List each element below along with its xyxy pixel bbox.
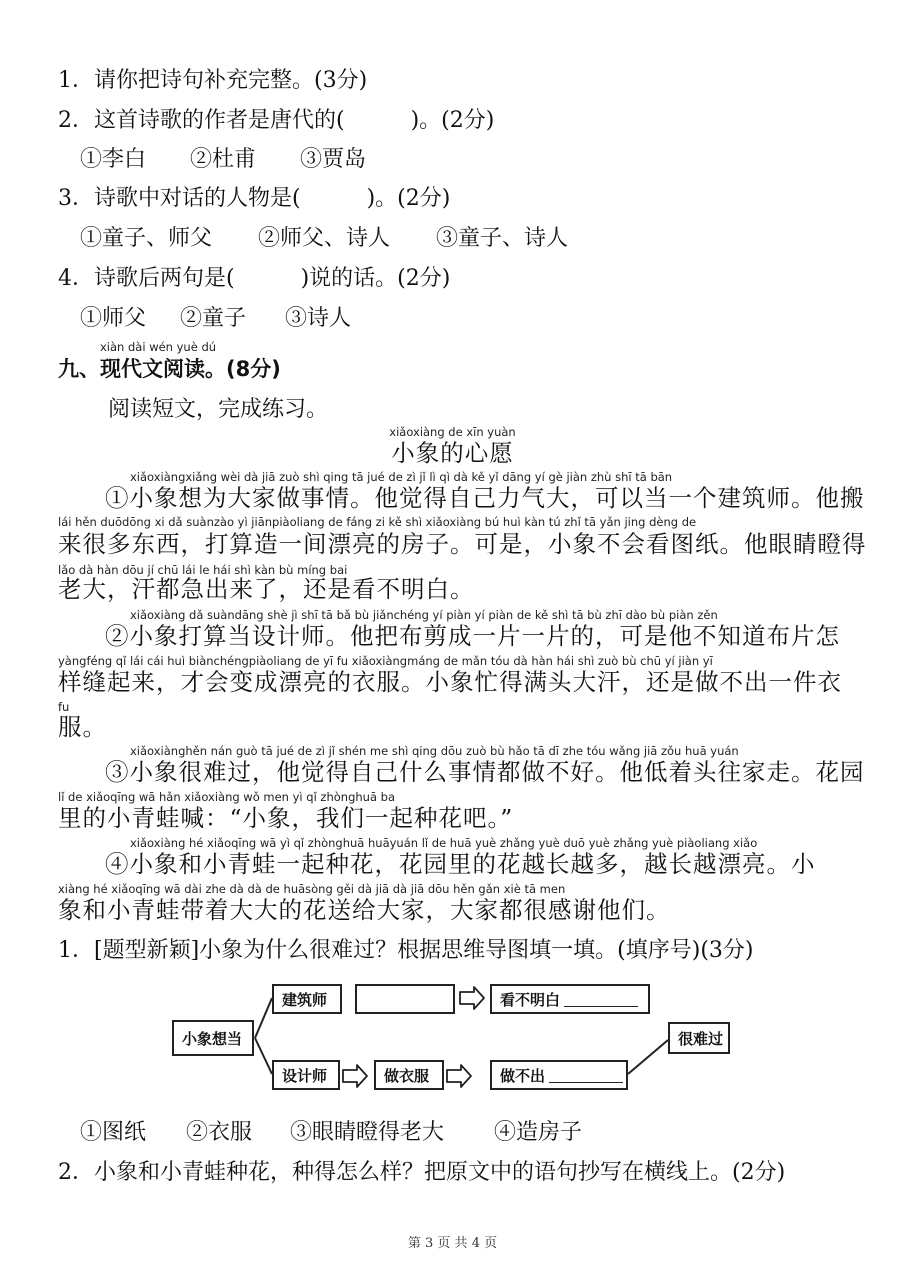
mindmap-make-clothes: 做衣服: [374, 1060, 444, 1090]
p1-pinyin-2: lái hěn duōdōng xi dǎ suànzào yì jiānpiàoliang de fáng zi kě shì xiǎoxiàng bú huì kàn tú zhǐ tā yǎn jing dèng de: [58, 515, 697, 529]
p3-pinyin-1: xiǎoxiànghěn nán guò tā jué de zì jǐ shén me shì qing dōu zuò bù hǎo tā dī zhe tóu wǎng jiā zǒu huā yuán: [130, 744, 739, 758]
cannot-make-label: 做不出: [500, 1066, 546, 1085]
p4-line-1: ④小象和小青蛙一起种花，花园里的花越长越多，越长越漂亮。小: [105, 850, 816, 878]
p3-pinyin-2: lǐ de xiǎoqīng wā hǎn xiǎoxiàng wǒ men yì qǐ zhònghuā ba: [58, 790, 396, 804]
mindmap-cannot-make: [490, 1060, 628, 1090]
q8-4-option-b: ②童子: [180, 306, 247, 331]
q8-3-option-b: ②师父、诗人: [258, 226, 391, 251]
p1-pinyin-3: lǎo dà hàn dōu jí chū lái le hái shì kàn bù míng bai: [58, 563, 348, 577]
q8-item-4: 4．诗歌后两句是( )说的话。(2分): [58, 266, 451, 291]
map-option-4: ④造房子: [494, 1120, 583, 1145]
p1-line-3: 老大，汗都急出来了，还是看不明白。: [58, 575, 475, 603]
map-option-1: ①图纸: [80, 1120, 147, 1145]
title-pinyin: xiǎoxiàng de xīn yuàn: [389, 425, 516, 439]
q8-item-1: 1．请你把诗句补充完整。(3分): [58, 68, 368, 93]
cannot-understand-label: 看不明白: [500, 990, 561, 1009]
p2-line-3: 服。: [58, 713, 107, 741]
blank-line-3[interactable]: [549, 1068, 623, 1083]
p2-pinyin-1: xiǎoxiàng dǎ suàndāng shè jì shī tā bǎ bù jiǎnchéng yí piàn yí piàn de kě shì tā bù zhī dào bù piàn zěn: [130, 608, 718, 622]
question-1: 1．[题型新颖]小象为什么很难过？根据思维导图填一填。(填序号)(3分): [58, 938, 754, 963]
q8-item-2: 2．这首诗歌的作者是唐代的( )。(2分): [58, 108, 495, 133]
p4-line-2: 象和小青蛙带着大大的花送给大家，大家都很感谢他们。: [58, 896, 671, 924]
q8-2-option-b: ②杜甫: [190, 147, 257, 172]
q8-3-option-c: ③童子、诗人: [436, 226, 569, 251]
q8-4-option-c: ③诗人: [285, 306, 352, 331]
mindmap-designer: 设计师: [272, 1060, 340, 1090]
section9-pinyin: xiàn dài wén yuè dú: [100, 340, 217, 354]
mindmap-root: 小象想当: [172, 1020, 254, 1056]
p1-line-1: ①小象想为大家做事情。他觉得自己力气大，可以当一个建筑师。他搬: [105, 484, 865, 512]
p2-line-2: 样缝起来，才会变成漂亮的衣服。小象忙得满头大汗，还是做不出一件衣: [58, 668, 842, 696]
q8-item-3: 3．诗歌中对话的人物是( )。(2分): [58, 186, 451, 211]
p3-line-1: ③小象很难过，他觉得自己什么事情都做不好。他低着头往家走。花园: [105, 758, 865, 786]
q8-3-option-a: ①童子、师父: [80, 226, 213, 251]
section9-heading: 九、现代文阅读。(8分): [58, 357, 281, 381]
p1-line-2: 来很多东西，打算造一间漂亮的房子。可是，小象不会看图纸。他眼睛瞪得: [58, 530, 867, 558]
p2-pinyin-2: yàngféng qǐ lái cái huì biànchéngpiàoliang de yī fu xiǎoxiàngmáng de mǎn tóu dà hàn hái shì zuò bù chū yí jiàn yī: [58, 654, 713, 668]
q8-2-option-a: ①李白: [80, 147, 147, 172]
question-2: 2．小象和小青蛙种花，种得怎么样？把原文中的语句抄写在横线上。(2分): [58, 1160, 786, 1185]
p4-pinyin-1: xiǎoxiàng hé xiǎoqīng wā yì qǐ zhònghuā huāyuán lǐ de huā yuè zhǎng yuè duō yuè zhǎng yuè piàoliang xiǎo: [130, 836, 758, 850]
blank-line-2[interactable]: [564, 992, 638, 1007]
q8-4-option-a: ①师父: [80, 306, 147, 331]
q8-2-option-c: ③贾岛: [300, 147, 367, 172]
mindmap-sad: 很难过: [668, 1022, 730, 1054]
mindmap-architect: 建筑师: [272, 984, 342, 1014]
map-option-3: ③眼睛瞪得老大: [290, 1120, 445, 1145]
mindmap-cannot-understand: [490, 984, 650, 1014]
p1-pinyin-1: xiǎoxiàngxiǎng wèi dà jiā zuò shì qing tā jué de zì jǐ lì qì dà kě yǐ dāng yí gè jiàn zhù shī tā bān: [130, 470, 673, 484]
map-option-2: ②衣服: [186, 1120, 253, 1145]
p4-pinyin-2: xiàng hé xiǎoqīng wā dài zhe dà dà de huāsòng gěi dà jiā dà jiā dōu hěn gǎn xiè tā men: [58, 882, 566, 896]
p3-line-2: 里的小青蛙喊：“小象，我们一起种花吧。”: [58, 804, 514, 832]
passage-title: 小象的心愿: [391, 439, 514, 467]
page-footer: 第 3 页 共 4 页: [407, 1236, 498, 1251]
p2-line-1: ②小象打算当设计师。他把布剪成一片一片的，可是他不知道布片怎: [105, 622, 840, 650]
section9-instruction: 阅读短文，完成练习。: [108, 397, 329, 422]
mindmap-blank-1[interactable]: [355, 984, 455, 1014]
p2-pinyin-3: fu: [58, 700, 70, 714]
